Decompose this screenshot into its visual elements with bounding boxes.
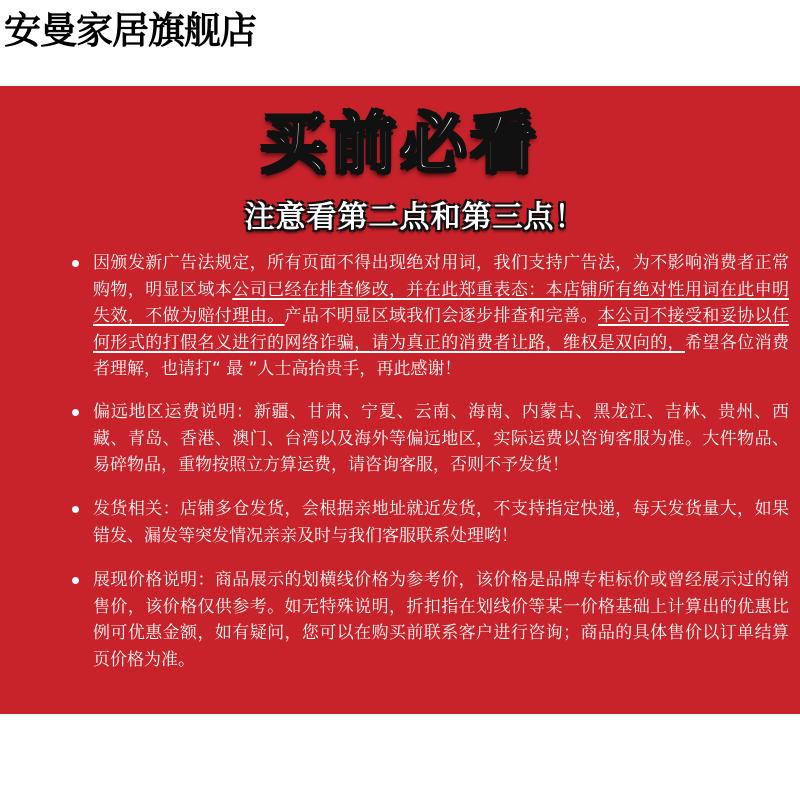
bullet-icon [72,577,79,584]
notice-pricing [72,567,789,673]
shop-name: 安曼家居旗舰店 [4,9,256,52]
bullet-icon [72,506,79,513]
notice-legal-part1: 因颁发新广告法规定，所有页面不得出现绝对用词，我们支持广告法，为不影响消费者正常购物，明显区域本 [93,253,789,300]
notice-shipping-fee-text: 偏远地区运费说明：新疆、甘肃、宁夏、云南、海南、内蒙古、黑龙江、吉林、贵州、西藏、青岛、香港、澳门、台湾以及海外等偏远地区，实际运费以咨询客服为准。大件物品、易碎物品，重物按照立方算运费，请咨询客服，否则不予发货！ [93,402,789,475]
notice-legal-part5: 希望各位消费者理解，也请打“ 最 ”人士高抬贵手，再此感谢！ [93,332,790,379]
notice-legal-part4: 本公司不接受和妥协以任何形式的打假名义进行的网络诈骗，请为真正的消费者让路，维权是双向的， [93,306,790,353]
notice-pricing-text: 展现价格说明：商品展示的划横线价格为参考价，该价格是品牌专柜标价或曾经展示过的销售价，该价格仅供参考。如无特殊说明，折扣指在划线价等某一价格基础上计算出的优惠比例可优惠金额，如有疑问，您可以在购买前联系客户进行咨询；商品的具体售价以订单结算页价格为准。 [93,570,789,670]
notice-legal-text [93,250,789,383]
notice-legal [72,250,789,383]
notice-delivery [72,496,789,549]
notice-delivery-text: 发货相关：店铺多仓发货，会根据亲地址就近发货，不支持指定快递，每天发货量大，如果错发、漏发等突发情况亲亲及时与我们客服联系处理哟！ [93,499,789,546]
notice-shipping-fee [72,399,789,479]
notice-legal-part2: 公司已经在排查修改，并在此郑重表态：本店铺所有绝对性用词在此申明失效，不做为赔付理由。 [93,279,790,326]
bullet-icon [72,409,79,416]
notice-legal-part3: 产品不明显区域我们会逐步排查和完善。 [284,306,598,326]
bullet-icon [72,260,79,267]
sub-title: 注意看第二点和第三点！ [244,200,586,235]
main-title: 买前必看 [260,105,540,182]
